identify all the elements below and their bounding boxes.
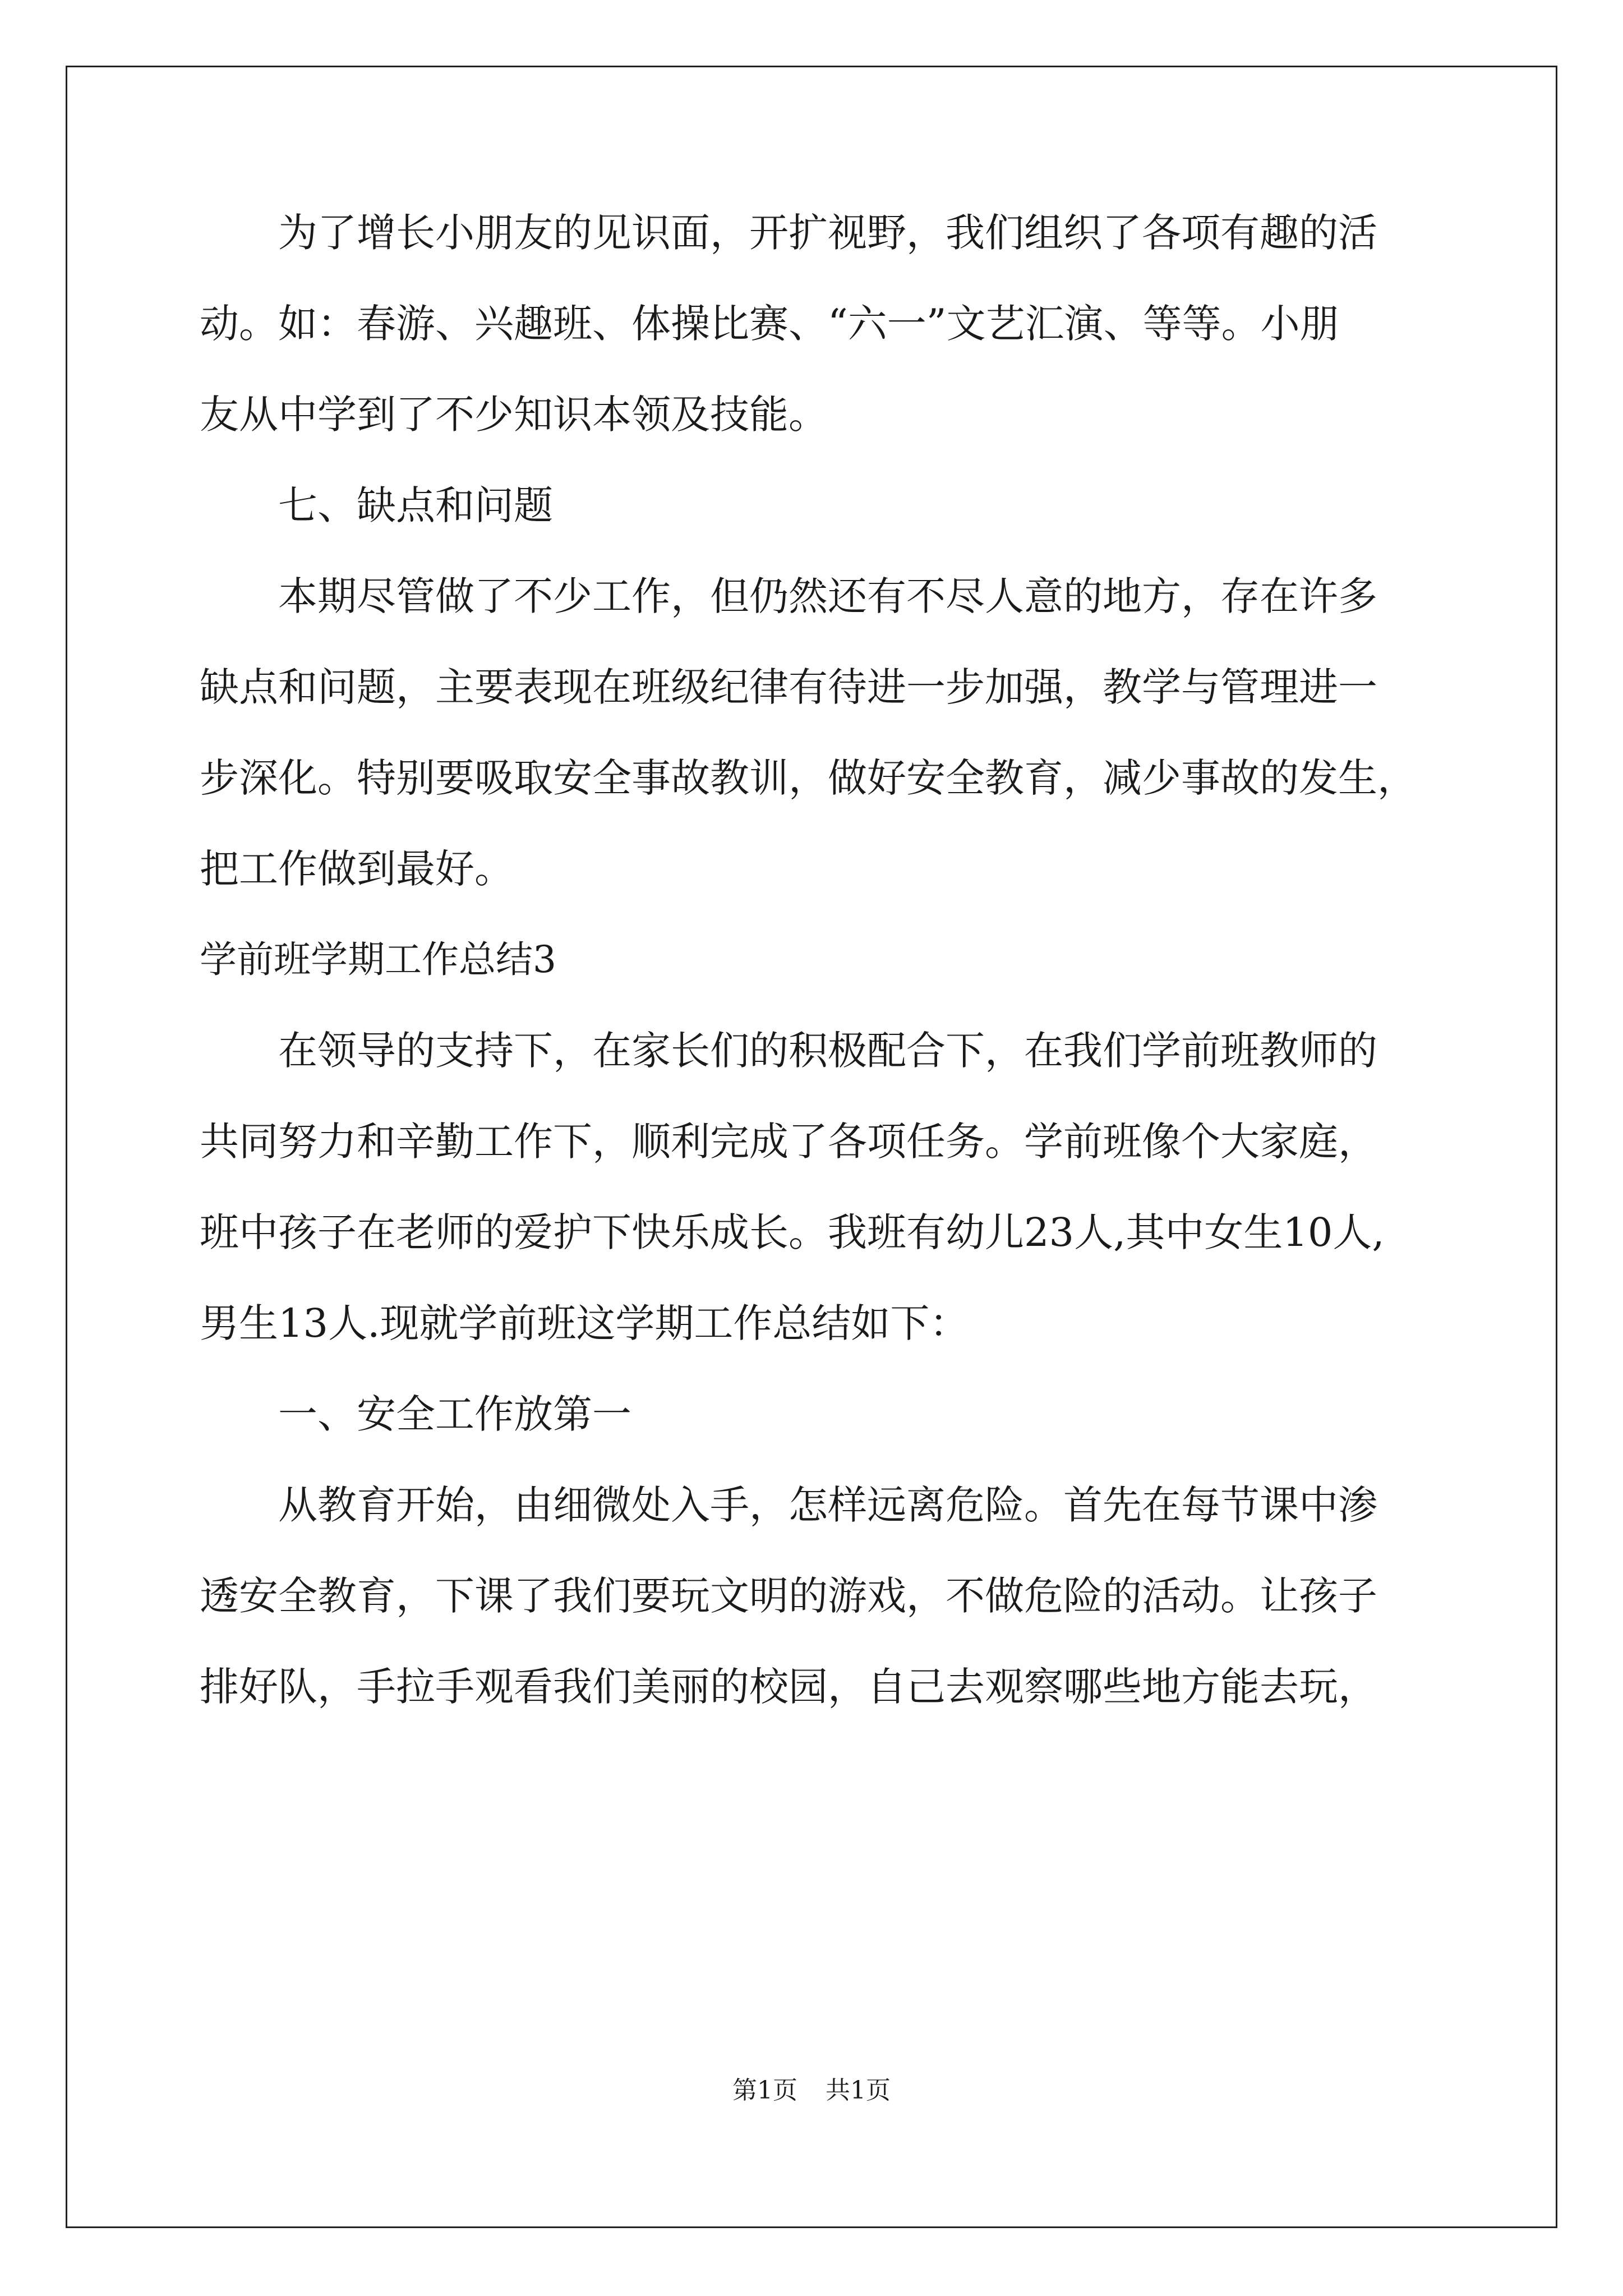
paragraph-line: 共同努力和辛勤工作下，顺利完成了各项任务。学前班像个大家庭， — [200, 1119, 1377, 1165]
paragraph-line: 本期尽管做了不少工作，但仍然还有不尽人意的地方，存在许多 — [278, 573, 1377, 619]
paragraph-line: 男生13人.现就学前班这学期工作总结如下： — [200, 1300, 969, 1346]
page-total: 共1页 — [826, 2076, 891, 2105]
paragraph-line: 友从中学到了不少知识本领及技能。 — [200, 392, 828, 438]
paragraph-line: 排好队，手拉手观看我们美丽的校园，自己去观察哪些地方能去玩， — [200, 1664, 1377, 1710]
page-number: 第1页 — [732, 2076, 797, 2105]
paragraph-line: 班中孩子在老师的爱护下快乐成长。我班有幼儿23人,其中女生10人, — [200, 1209, 1385, 1255]
paragraph-line: 步深化。特别要吸取安全事故教训，做好安全教育，减少事故的发生， — [200, 755, 1417, 801]
paragraph-line: 为了增长小朋友的见识面，开扩视野，我们组织了各项有趣的活 — [278, 210, 1377, 256]
section-heading: 七、缺点和问题 — [278, 482, 553, 528]
paragraph-line: 从教育开始，由细微处入手，怎样远离危险。首先在每节课中渗 — [278, 1482, 1377, 1528]
page-footer — [0, 2078, 1623, 2103]
paragraph-line: 把工作做到最好。 — [200, 846, 514, 892]
paragraph-line: 缺点和问题，主要表现在班级纪律有待进一步加强，教学与管理进一 — [200, 664, 1377, 710]
document-title: 学前班学期工作总结3 — [200, 938, 556, 981]
section-heading: 一、安全工作放第一 — [278, 1391, 631, 1437]
paragraph-line: 透安全教育，下课了我们要玩文明的游戏，不做危险的活动。让孩子 — [200, 1573, 1377, 1619]
paragraph-line: 动。如：春游、兴趣班、体操比赛、“六一”文艺汇演、等等。小朋 — [200, 301, 1339, 347]
paragraph-line: 在领导的支持下，在家长们的积极配合下，在我们学前班教师的 — [278, 1028, 1377, 1074]
